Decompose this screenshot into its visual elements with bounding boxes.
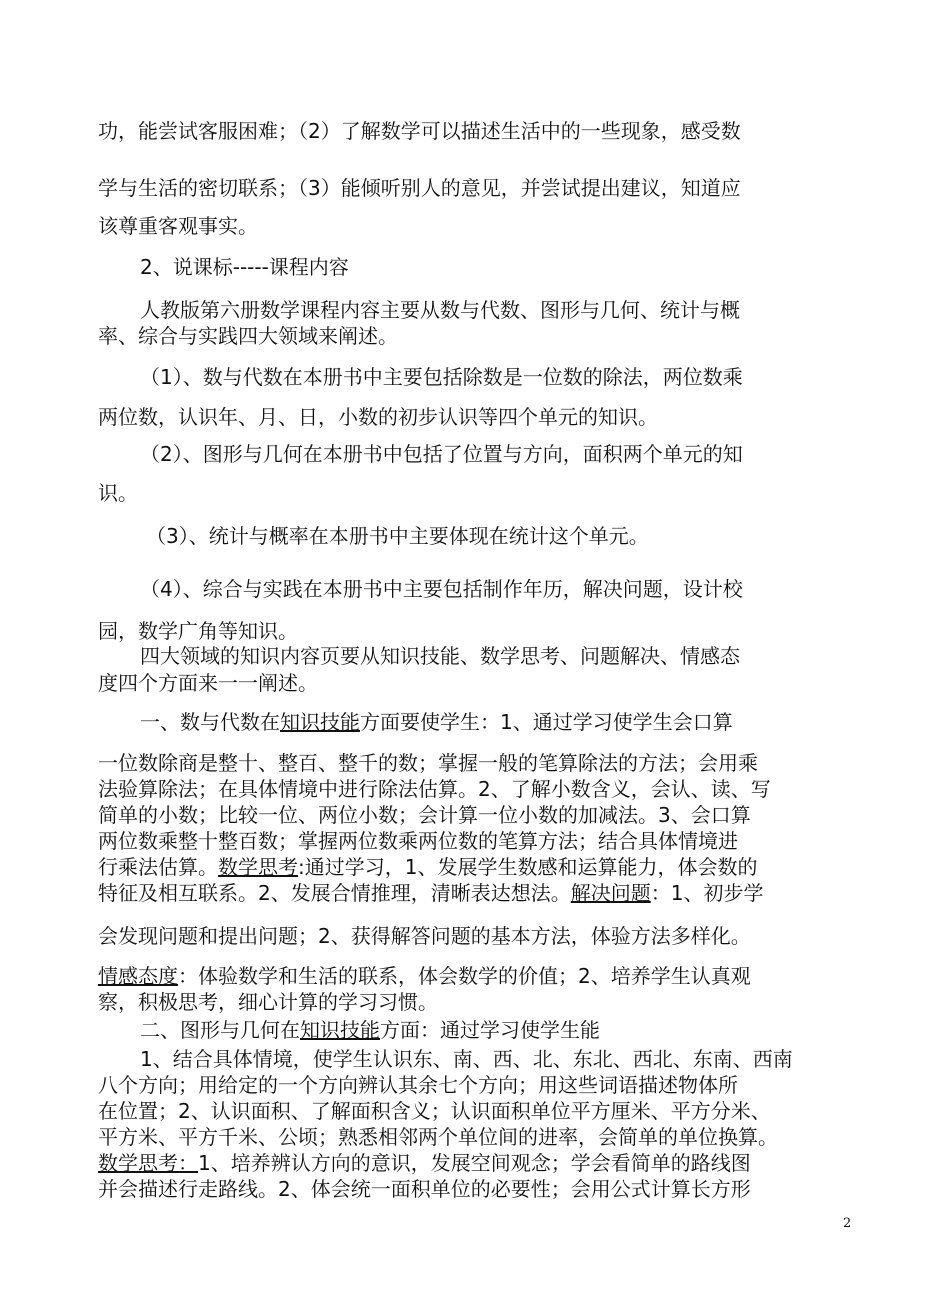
text-segment: 行乘法估算。: [98, 855, 218, 879]
underlined-term: 知识技能: [280, 710, 360, 734]
text-line: 识。: [98, 481, 138, 505]
text-segment: 特征及相互联系。2、发展合情推理，清晰表达想法。: [98, 881, 571, 905]
text-line: （3）、统计与概率在本册书中主要体现在统计这个单元。: [146, 524, 649, 548]
text-line: 学与生活的密切联系；（3）能倾听别人的意见，并尝试提出建议，知道应: [98, 176, 741, 200]
text-line: （1）、数与代数在本册书中主要包括除数是一位数的除法，两位数乘: [140, 365, 743, 389]
text-line: 率、综合与实践四大领域来阐述。: [98, 324, 398, 348]
text-segment: 一、数与代数在: [140, 710, 280, 734]
text-line: 人教版第六册数学课程内容主要从数与代数、图形与几何、统计与概: [140, 298, 740, 322]
underlined-term: 解决问题: [570, 881, 651, 905]
text-line: 简单的小数；比较一位、两位小数；会计算一位小数的加减法。3、会口算: [98, 803, 751, 827]
text-line: 一位数除商是整十、整百、整千的数；掌握一般的笔算除法的方法；会用乘: [98, 751, 758, 775]
text-line: 察，积极思考，细心计算的学习习惯。: [98, 990, 438, 1014]
text-line: 两位数乘整十整百数；掌握两位数乘两位数的笔算方法；结合具体情境进: [98, 829, 738, 853]
section-heading: 2、说课标-----课程内容: [140, 255, 349, 279]
text-line: 法验算除法；在具体情境中进行除法估算。2、了解小数含义，会认、读、写: [98, 777, 771, 801]
text-line: [140, 1017, 600, 1043]
text-line: [98, 963, 751, 989]
underlined-term: 数学思考：: [98, 1151, 198, 1175]
text-line: 两位数，认识年、月、日，小数的初步认识等四个单元的知识。: [98, 405, 658, 429]
text-segment: ：体验数学和生活的联系，体会数学的价值；2、培养学生认真观: [178, 964, 751, 988]
text-line: （4）、综合与实践在本册书中主要包括制作年历，解决问题，设计校: [140, 577, 743, 601]
underlined-term: 情感态度: [98, 964, 178, 988]
text-line: 会发现问题和提出问题；2、获得解答问题的基本方法，体验方法多样化。: [98, 924, 751, 948]
text-segment: 方面：通过学习使学生能: [380, 1018, 600, 1042]
text-segment: 二、图形与几何在: [140, 1018, 300, 1042]
text-line: 在位置；2、认识面积、了解面积含义；认识面积单位平方厘米、平方分米、: [98, 1099, 771, 1123]
text-line: [98, 854, 757, 880]
text-line: 四大领域的知识内容页要从知识技能、数学思考、问题解决、情感态: [140, 644, 740, 668]
text-line: 功，能尝试客服困难；（2）了解数学可以描述生活中的一些现象，感受数: [98, 119, 741, 143]
text-segment: :通过学习，1、发展学生数感和运算能力，体会数的: [298, 855, 758, 879]
underlined-term: 知识技能: [300, 1018, 380, 1042]
text-line: 八个方向；用给定的一个方向辨认其余七个方向；用这些词语描述物体所: [98, 1073, 738, 1097]
text-line: 园，数学广角等知识。: [98, 619, 298, 643]
text-line: 平方米、平方千米、公顷；熟悉相邻两个单位间的进率，会简单的单位换算。: [98, 1125, 778, 1149]
text-line: 该尊重客观事实。: [98, 214, 258, 238]
text-line: （2）、图形与几何在本册书中包括了位置与方向，面积两个单元的知: [140, 442, 743, 466]
text-line: [98, 1150, 751, 1176]
text-line: [98, 880, 763, 906]
text-segment: 方面要使学生：1、通过学习使学生会口算: [360, 710, 733, 734]
underlined-term: 数学思考: [218, 855, 298, 879]
text-line: 度四个方面来一一阐述。: [98, 671, 318, 695]
text-segment: 1、培养辨认方向的意识，发展空间观念；学会看简单的路线图: [198, 1151, 751, 1175]
text-line: [140, 709, 733, 735]
text-line: 并会描述行走路线。2、体会统一面积单位的必要性；会用公式计算长方形: [98, 1177, 751, 1201]
text-segment: ：1、初步学: [650, 881, 764, 905]
text-line: 1、结合具体情境，使学生认识东、南、西、北、东北、西北、东南、西南: [140, 1047, 793, 1071]
page-number: 2: [843, 1216, 852, 1231]
